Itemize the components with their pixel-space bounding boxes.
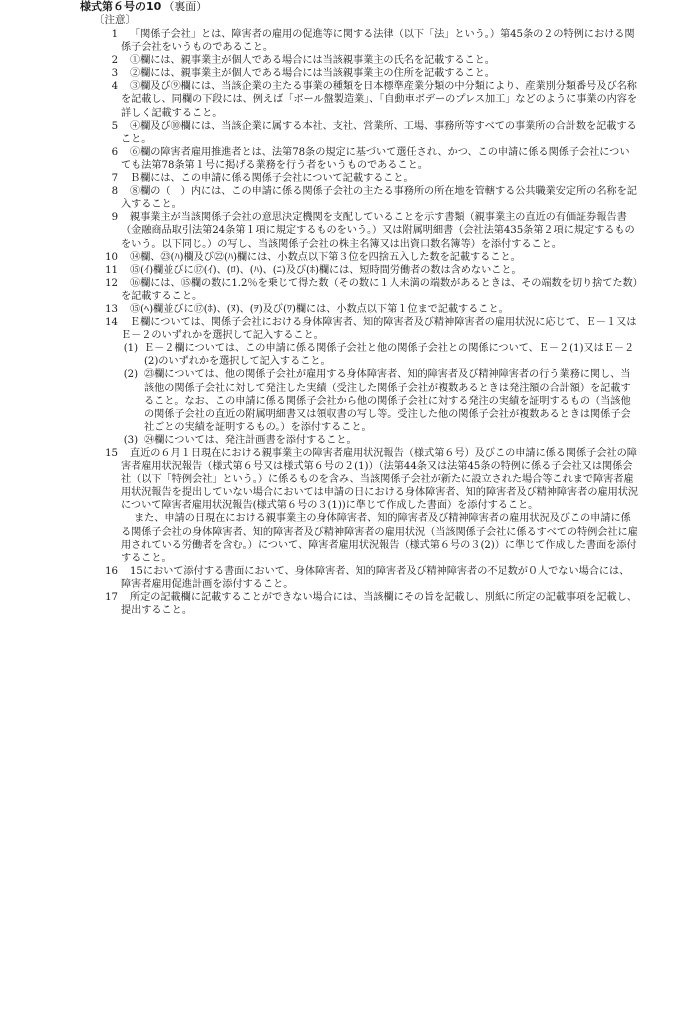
- note-text: ⑮(ｲ)欄並びに⑰(ｲ)、(ﾛ)、(ﾊ)、(ﾆ)及び(ﾎ)欄には、短時間労働者の数は含めないこと。: [130, 264, 522, 276]
- note-number: 9: [111, 212, 118, 224]
- note-item: [0, 80, 698, 119]
- subnote-item: [0, 368, 698, 433]
- note-number: 6: [111, 146, 118, 158]
- page-side-label: （裏面）: [163, 0, 208, 13]
- note-number: 17: [105, 592, 118, 604]
- note-text: 親事業主が当該関係子会社の意思決定機関を支配していることを示す書類（親事業主の直近の有価証券報告書（金融商品取引法第24条第１項に規定するものをいう。）又は附属明細書（会社法第435条第２項に規定するものをいう。以下同じ。）の写し、当該関係子会社の株主名簿又は出資口数名簿等）を添付すること。: [121, 212, 635, 250]
- note-text: ③欄及び⑨欄には、当該企業の主たる事業の種類を日本標準産業分類の中分類により、産業別分類番号及び名称を記載し、同欄の下段には、例えば「ボール盤製造業」、「自動車ボデーのプレス加工」などのように事業の内容を詳しく記載すること。: [121, 81, 638, 119]
- note-number: 8: [111, 186, 118, 198]
- note-text: ⑭欄、㉓(ﾊ)欄及び㉒(ﾊ)欄には、小数点以下第３位を四捨五入した数を記載すること。: [130, 251, 521, 263]
- note-paragraph: [0, 512, 698, 564]
- subnote-item: [0, 434, 698, 447]
- note-text: 所定の記載欄に記載することができない場合には、当該欄にその旨を記載し、別紙に所定の記載事項を記載し、提出すること。: [121, 592, 637, 617]
- note-text: ②欄には、親事業主が個人である場合には当該親事業主の住所を記載すること。: [130, 68, 495, 80]
- note-number: 11: [105, 264, 118, 276]
- note-number: 12: [105, 277, 118, 289]
- notes-list: [0, 28, 698, 617]
- note-item: [0, 316, 698, 342]
- note-number: 1: [111, 29, 118, 40]
- note-text: ⑧欄の（ ）内には、この申請に係る関係子会社の主たる事務所の所在地を管轄する公共職業安定所の名称を記入すること。: [121, 186, 637, 211]
- notes-title: 〔注意〕: [94, 14, 136, 26]
- note-text: ⑯欄には、⑮欄の数に1.2％を乗じて得た数（その数に１人未満の端数があるときは、その端数を切り捨てた数）を記載すること。: [121, 277, 638, 302]
- form-header: [80, 0, 207, 14]
- note-number: 5: [111, 120, 118, 132]
- subnote-item: [0, 342, 698, 368]
- note-item: [0, 54, 698, 67]
- note-number: 13: [105, 303, 118, 315]
- note-text: ⑥欄の障害者雇用推進者とは、法第78条の規定に基づいて選任され、かつ、この申請に係る関係子会社についても法第78条第１号に掲げる業務を行う者をいうものであること。: [121, 146, 630, 171]
- note-item: [0, 211, 698, 250]
- note-text: 直近の６月１日現在における親事業主の障害者雇用状況報告（様式第６号）及びこの申請に係る関係子会社の障害者雇用状況報告（様式第６号又は様式第６号の２(1)）（法第44条又は法第45条の特例に係る子会社又は関係会社（以下「特例会社」という。）に係るものを含み、当該関係子会社が新たに設立された場合等これまで障害者雇用状況報告を提出していない場合においては申請の日における身体障害者、知的障害者及び精神障害者の雇用状況について障害者雇用状況報告(様式第６号の３(1))に準じて作成した書面）を添付すること。: [121, 448, 639, 512]
- subnote-number: (2): [123, 369, 138, 381]
- note-text: Ｅ欄については、関係子会社における身体障害者、知的障害者及び精神障害者の雇用状況に応じて、Ｅ－１又はＥ－２のいずれかを選択して記入すること。: [121, 317, 637, 342]
- note-item: [0, 277, 698, 303]
- note-text: ⑮(ﾍ)欄並びに⑰(ﾎ)、(ﾇ)、(ｦ)及び(ﾜ)欄には、小数点以下第１位まで記載すること。: [130, 303, 509, 315]
- note-text: ④欄及び⑩欄には、当該企業に属する本社、支社、営業所、工場、事務所等すべての事業所の合計数を記載すること。: [121, 120, 637, 145]
- note-number: 2: [111, 55, 118, 67]
- note-item: [0, 67, 698, 80]
- note-text: Ｂ欄には、この申請に係る関係子会社について記載すること。: [130, 173, 414, 185]
- subnote-text: ㉓欄については、他の関係子会社が雇用する身体障害者、知的障害者及び精神障害者の行う業務に関し、当該他の関係子会社に対して発注した実績（受注した関係子会社が複数あるときは発注額の合計額）を記載すること。なお、この申請に係る関係子会社から他の関係子会社に対する発注の実績を証明するもの（当該他の関係子会社の直近の附属明細書又は領収書の写し等。受注した他の関係子会社が複数あるときは関係子会社ごとの実績を証明するもの。）を添付すること。: [144, 369, 631, 433]
- note-item: [0, 28, 698, 54]
- note-item: [0, 447, 698, 512]
- note-item: [0, 591, 698, 617]
- note-text: 「関係子会社」とは、障害者の雇用の促進等に関する法律（以下「法」という。）第45条の２の特例における関係子会社をいうものであること。: [121, 29, 635, 54]
- form-title: 様式第６号の10: [80, 0, 162, 13]
- subnote-number: (3): [123, 434, 138, 446]
- subnote-number: (1): [123, 343, 138, 355]
- note-text: また、申請の日現在における親事業主の身体障害者、知的障害者及び精神障害者の雇用状況及びこの申請に係る関係子会社の身体障害者、知的障害者及び精神障害者の雇用状況（当該関係子会社に係るすべての特例会社に雇用されている労働者を含む。）について、障害者雇用状況報告（様式第６号の３(2)）に準じて作成した書面を添付すること。: [121, 513, 638, 564]
- note-number: 10: [105, 251, 118, 263]
- note-item: [0, 303, 698, 316]
- subnote-text: ㉔欄については、発注計画書を添付すること。: [144, 434, 357, 446]
- note-number: 3: [111, 68, 118, 80]
- subnote-text: Ｅ－２欄については、この申請に係る関係子会社と他の関係子会社との関係について、Ｅ－２(1)又はＥ－２(2)のいずれかを選択して記入すること。: [144, 343, 635, 368]
- note-number: 16: [105, 565, 118, 577]
- note-item: [0, 565, 698, 591]
- note-number: 7: [111, 173, 118, 185]
- note-text: ①欄には、親事業主が個人である場合には当該親事業主の氏名を記載すること。: [130, 55, 495, 67]
- note-text: 15において添付する書面において、身体障害者、知的障害者及び精神障害者の不足数が０人でない場合には、障害者雇用促進計画を添付すること。: [121, 565, 630, 590]
- note-item: [0, 251, 698, 264]
- note-item: [0, 264, 698, 277]
- note-number: 15: [105, 448, 118, 459]
- note-item: [0, 146, 698, 172]
- note-item: [0, 120, 698, 146]
- note-item: [0, 185, 698, 211]
- note-item: [0, 172, 698, 185]
- note-number: 4: [111, 81, 118, 93]
- note-number: 14: [105, 317, 118, 329]
